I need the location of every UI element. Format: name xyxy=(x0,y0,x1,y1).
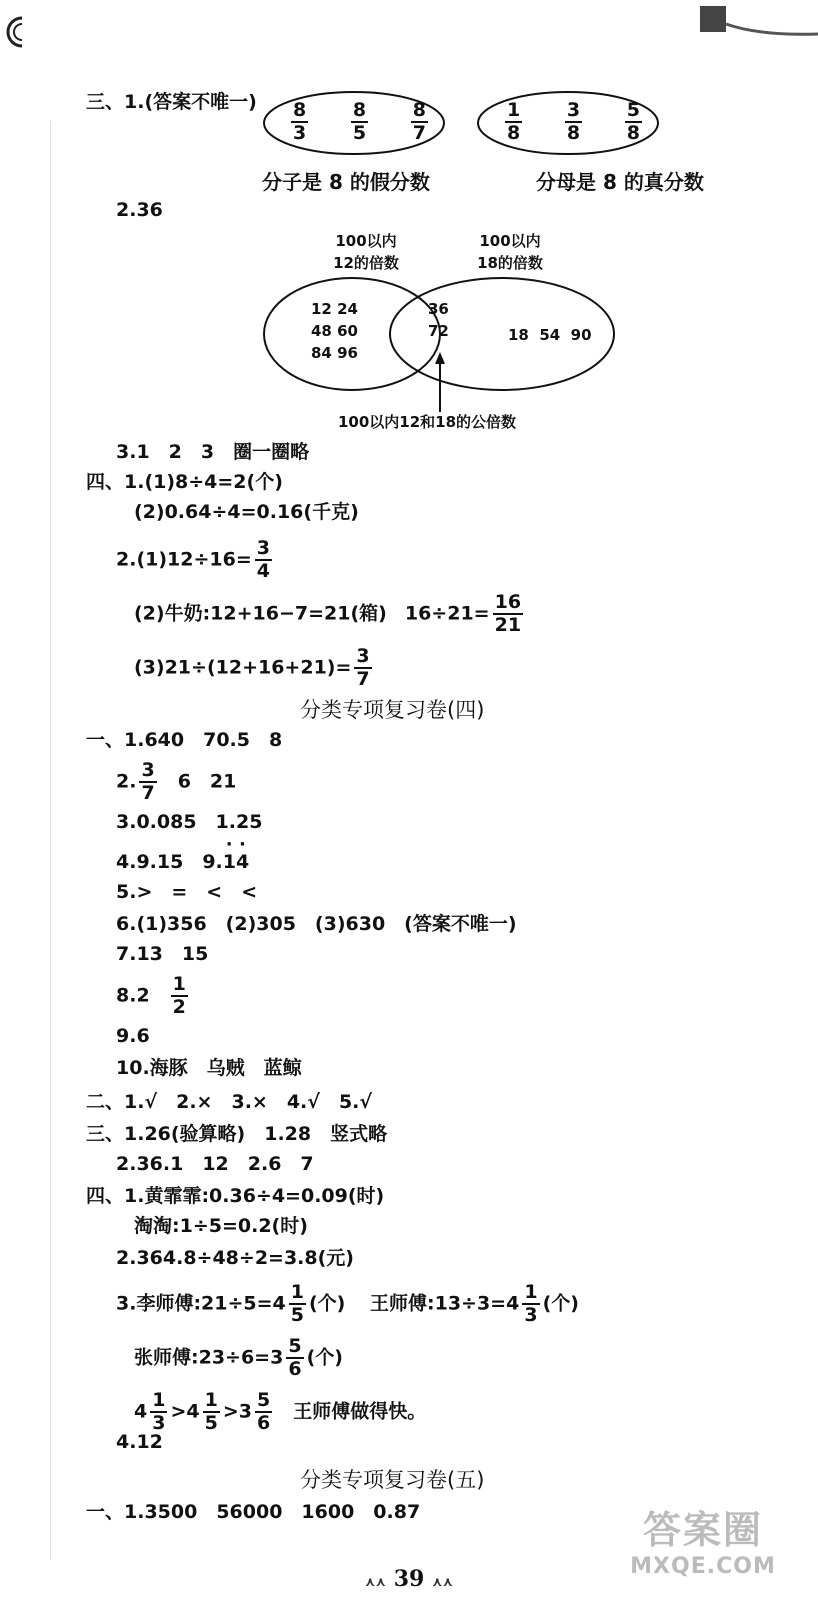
fraction: $\frac{1}{5}$ xyxy=(290,1281,304,1326)
q4-1-1: 四、1.(1)8÷4=2(个) xyxy=(86,471,283,493)
ellipse1-fractions xyxy=(288,100,431,144)
b-c1: 三、1.26(验算略) 1.28 竖式略 xyxy=(86,1123,388,1145)
b-a10: 10.海豚 乌贼 蓝鲸 xyxy=(116,1057,302,1079)
caption-improper: 分子是 8 的假分数 xyxy=(262,170,430,194)
repeating-digit: · 4 xyxy=(236,850,249,874)
b-a3: 3.0.085 1.25 xyxy=(116,811,263,833)
q3-3: 3.1 2 3 圈一圈略 xyxy=(116,441,310,463)
page-number: ⋏⋏ 39 ⋏⋏ xyxy=(364,1566,454,1592)
fraction: $\frac{16}{21}$ xyxy=(494,591,522,636)
b-d4: 4.12 xyxy=(116,1431,163,1453)
venn-intersection: 36 72 xyxy=(428,300,449,340)
venn-left-title: 100以内 12的倍数 xyxy=(333,232,399,272)
q4-2-2: (2)牛奶:12+16−7=21(箱) 16÷21= $\frac{16}{21}$ xyxy=(134,591,522,636)
c-e1: 一、1.3500 56000 1600 0.87 xyxy=(86,1501,421,1523)
fraction: $\frac{8}{7}$ xyxy=(412,99,426,144)
fraction: $\frac{3}{4}$ xyxy=(256,537,270,582)
q4-1-2: (2)0.64÷4=0.16(千克) xyxy=(134,501,359,523)
b-d3-compare: 4 $\frac{1}{3}$ >4 $\frac{1}{5}$ >3 $\frac{5}{6}$ 王师傅做得快。 xyxy=(134,1389,427,1434)
b-d3-line2: 张师傅:23÷6=3 $\frac{5}{6}$ (个) xyxy=(134,1335,343,1380)
q4-2-1: 2.(1)12÷16= $\frac{3}{4}$ xyxy=(116,537,270,582)
fraction: $\frac{1}{8}$ xyxy=(507,99,521,144)
fraction: $\frac{1}{2}$ xyxy=(172,973,186,1018)
watermark: 答案圈 MXQE.COM xyxy=(630,1508,776,1579)
venn-right-only: 18 54 90 xyxy=(508,326,592,344)
ornament-icon: ⋏⋏ xyxy=(431,1575,454,1590)
b-a1: 一、1.640 70.5 8 xyxy=(86,729,283,751)
fraction: $\frac{1}{5}$ xyxy=(204,1389,218,1434)
corner-ring-icon xyxy=(0,14,34,50)
fraction: $\frac{8}{3}$ xyxy=(293,99,307,144)
b-d2: 2.364.8÷48÷2=3.8(元) xyxy=(116,1247,354,1269)
fraction: $\frac{3}{8}$ xyxy=(566,99,581,144)
fraction: $\frac{1}{3}$ xyxy=(524,1281,538,1326)
section-title-5: 分类专项复习卷(五) xyxy=(300,1468,485,1492)
b-d1: 四、1.黄霏霏:0.36÷4=0.09(时) xyxy=(86,1185,385,1207)
fraction: $\frac{5}{8}$ xyxy=(626,99,640,144)
q3-1-label: 三、1.(答案不唯一) xyxy=(86,91,257,113)
b-d1b: 淘淘:1÷5=0.2(时) xyxy=(134,1215,308,1237)
section-title-4: 分类专项复习卷(四) xyxy=(300,698,485,722)
caption-proper: 分母是 8 的真分数 xyxy=(536,170,704,194)
b-d3-line1: 3.李师傅:21÷5=4 $\frac{1}{5}$ (个) 王师傅:13÷3=4 $\frac{1}{3}$ (个) xyxy=(116,1281,579,1326)
fraction: $\frac{5}{6}$ xyxy=(257,1389,271,1434)
b-a7: 7.13 15 xyxy=(116,943,209,965)
b-b1: 二、1.√ 2.× 3.× 4.√ 5.√ xyxy=(86,1091,373,1113)
ornament-icon: ⋏⋏ xyxy=(364,1575,387,1590)
fraction: $\frac{8}{5}$ xyxy=(352,99,367,144)
repeating-digit: · 1 xyxy=(223,850,236,874)
venn-right-title: 100以内 18的倍数 xyxy=(477,232,543,272)
margin-rule xyxy=(50,120,51,1560)
q3-2: 2.36 xyxy=(116,199,163,221)
page-tab-mark xyxy=(700,6,818,40)
b-c2: 2.36.1 12 2.6 7 xyxy=(116,1153,314,1175)
b-a6: 6.(1)356 (2)305 (3)630 (答案不唯一) xyxy=(116,913,517,935)
venn-caption: 100以内12和18的公倍数 xyxy=(338,413,517,431)
fraction: $\frac{3}{7}$ xyxy=(141,759,155,804)
b-a4: 4.9.15 9.· 1· 4 xyxy=(116,850,249,874)
venn-left-only: 12 24 48 60 84 96 xyxy=(311,300,358,362)
fraction: $\frac{5}{6}$ xyxy=(288,1335,302,1380)
q4-2-3: (3)21÷(12+16+21)= $\frac{3}{7}$ xyxy=(134,645,370,690)
b-a9: 9.6 xyxy=(116,1025,150,1047)
ellipse2-fractions xyxy=(502,100,645,144)
fraction: $\frac{3}{7}$ xyxy=(356,645,370,690)
b-a2: 2. $\frac{3}{7}$ 6 21 xyxy=(116,759,237,804)
b-a8: 8.2 $\frac{1}{2}$ xyxy=(116,973,186,1018)
fraction: $\frac{1}{3}$ xyxy=(152,1389,166,1434)
b-a5: 5.> = < < xyxy=(116,881,258,903)
